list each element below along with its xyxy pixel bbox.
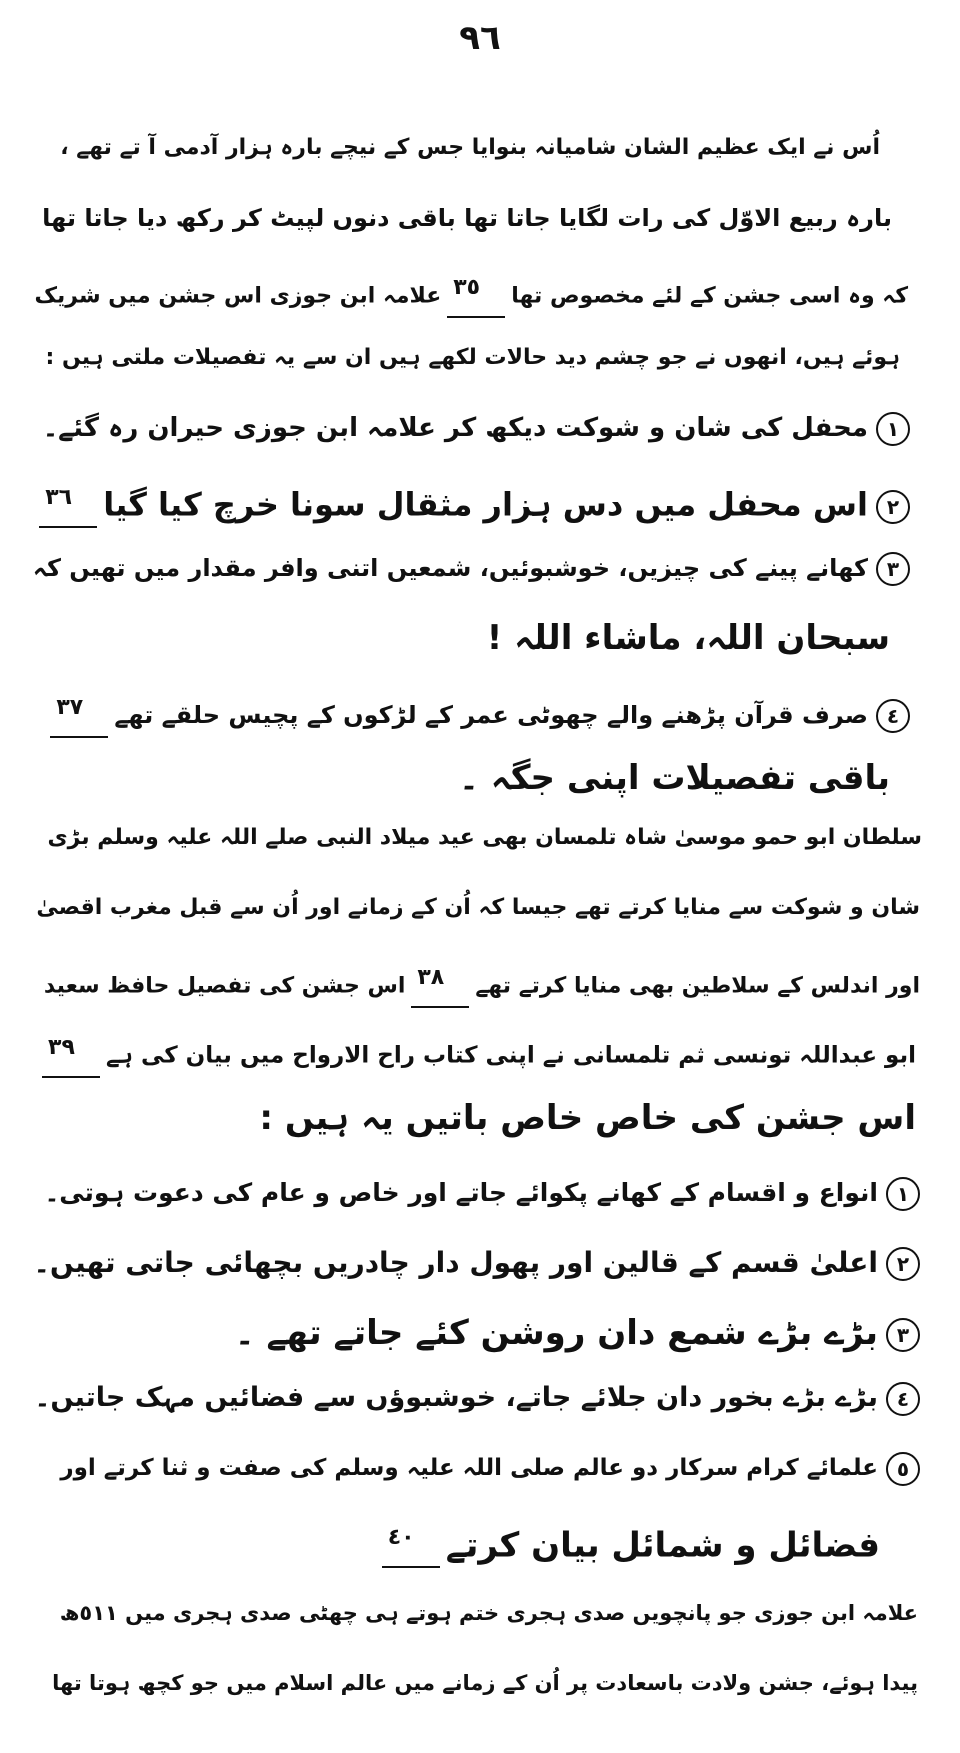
line-text: شان و شوکت سے منایا کرتے تھے جیسا کہ اُن کے زمانے اور اُن سے قبل مغرب اقصیٰ	[36, 895, 920, 920]
line-text: فضائل و شمائل بیان کرتے	[445, 1525, 880, 1566]
line-text: ابو عبداللہ تونسی ثم تلمسانی نے اپنی کتاب راح الارواح میں بیان کی ہے	[106, 1042, 916, 1069]
list-number: ٣	[876, 552, 910, 586]
text-line	[33, 470, 910, 526]
line-text: اس محفل میں دس ہزار مثقال سونا خرچ کیا گیا	[103, 485, 868, 524]
text-line	[42, 190, 892, 246]
list-number: ٥	[886, 1452, 920, 1486]
text-line	[43, 400, 910, 456]
page-number: ٩٦	[459, 18, 501, 58]
text-line	[235, 1305, 920, 1361]
text-line	[44, 680, 910, 736]
text-line	[52, 1655, 918, 1711]
text-line	[47, 810, 922, 866]
list-number: ٤	[876, 699, 910, 733]
line-text: ہوئے ہیں، انھوں نے جو چشم دید حالات لکھے ہیں ان سے یہ تفصیلات ملتی ہیں :	[45, 345, 900, 370]
line-text: بارہ ربیع الاوّل کی رات لگایا جاتا تھا باقی دنوں لپیٹ کر رکھ دیا جاتا تھا	[42, 204, 892, 232]
list-number: ١	[886, 1177, 920, 1211]
line-text: اس جشن کی خاص خاص باتیں یہ ہیں :	[259, 1098, 916, 1138]
text-line	[487, 610, 890, 666]
text-line	[45, 1165, 920, 1221]
line-text-continued: اس جشن کی تفصیل حافظ سعید	[43, 973, 406, 999]
line-text: محفل کی شان و شوکت دیکھ کر علامہ ابن جوزی حیران رہ گئے۔	[42, 413, 868, 443]
line-text: انواع و اقسام کے کھانے پکوائے جاتے اور خاص و عام کی دعوت ہوتی۔	[44, 1178, 878, 1207]
footnote-marker: ٣٧	[50, 680, 108, 738]
line-text: بڑے بڑے بخور دان جلائے جاتے، خوشبوؤں سے فضائیں مہک جاتیں۔	[34, 1382, 878, 1413]
line-text: اعلیٰ قسم کے قالین اور پھول دار چادریں بچھائی جاتی تھیں۔	[33, 1246, 878, 1279]
text-line	[34, 1235, 920, 1291]
text-line	[46, 330, 900, 386]
text-line	[44, 950, 920, 1006]
text-line	[36, 880, 920, 936]
line-text-continued: علامہ ابن جوزی اس جشن میں شریک	[34, 283, 442, 309]
list-number: ٢	[886, 1247, 920, 1281]
line-text: اُس نے ایک عظیم الشان شامیانہ بنوایا جس کے نیچے بارہ ہزار آدمی آ تے تھے ،	[60, 135, 880, 160]
text-line	[60, 1440, 920, 1496]
list-number: ٤	[886, 1382, 920, 1416]
line-text: کھانے پینے کی چیزیں، خوشبوئیں، شمعیں اتنی وافر مقدار میں تھیں کہ	[32, 554, 868, 582]
text-line	[35, 1370, 921, 1426]
line-text: علمائے کرام سرکار دو عالم صلی اللہ علیہ وسلم کی صفت و ثنا کرتے اور	[60, 1455, 878, 1481]
text-line	[376, 1510, 880, 1566]
footnote-marker: ٣٩	[42, 1020, 100, 1078]
line-text: باقی تفصیلات اپنی جگہ ۔	[459, 758, 890, 798]
text-line	[60, 1585, 918, 1641]
list-number: ١	[876, 412, 910, 446]
line-text: سبحان اللہ، ماشاء اللہ !	[486, 618, 890, 658]
text-line	[36, 1020, 916, 1076]
line-text: سلطان ابو حمو موسیٰ شاہ تلمسان بھی عید میلاد النبی صلے اللہ علیہ وسلم بڑی	[47, 825, 922, 850]
line-text: پیدا ہوئے، جشن ولادت باسعادت پر اُن کے زمانے میں عالم اسلام میں جو کچھ ہوتا تھا	[52, 1671, 918, 1695]
line-text: اور اندلس کے سلاطین بھی منایا کرتے تھے	[475, 973, 920, 999]
text-line	[459, 750, 890, 806]
list-number: ٢	[876, 490, 910, 524]
text-line	[60, 120, 880, 176]
text-line	[35, 260, 908, 316]
footnote-marker: ٤٠	[382, 1510, 440, 1568]
list-number: ٣	[886, 1318, 920, 1352]
text-line	[259, 1090, 916, 1146]
line-text: بڑے بڑے شمع دان روشن کئے جاتے تھے ۔	[234, 1313, 878, 1353]
line-text: کہ وہ اسی جشن کے لئے مخصوص تھا	[511, 283, 908, 309]
footnote-marker: ٣٥	[447, 260, 505, 318]
line-text: صرف قرآن پڑھنے والے چھوٹی عمر کے لڑکوں کے پچیس حلقے تھے	[114, 701, 868, 729]
line-text: علامہ ابن جوزی جو پانچویں صدی ہجری ختم ہوتے ہی چھٹی صدی ہجری میں ٥١١ھ	[59, 1601, 918, 1625]
text-line	[33, 540, 910, 596]
footnote-marker: ٣٦	[39, 470, 97, 528]
footnote-marker: ٣٨	[411, 950, 469, 1008]
